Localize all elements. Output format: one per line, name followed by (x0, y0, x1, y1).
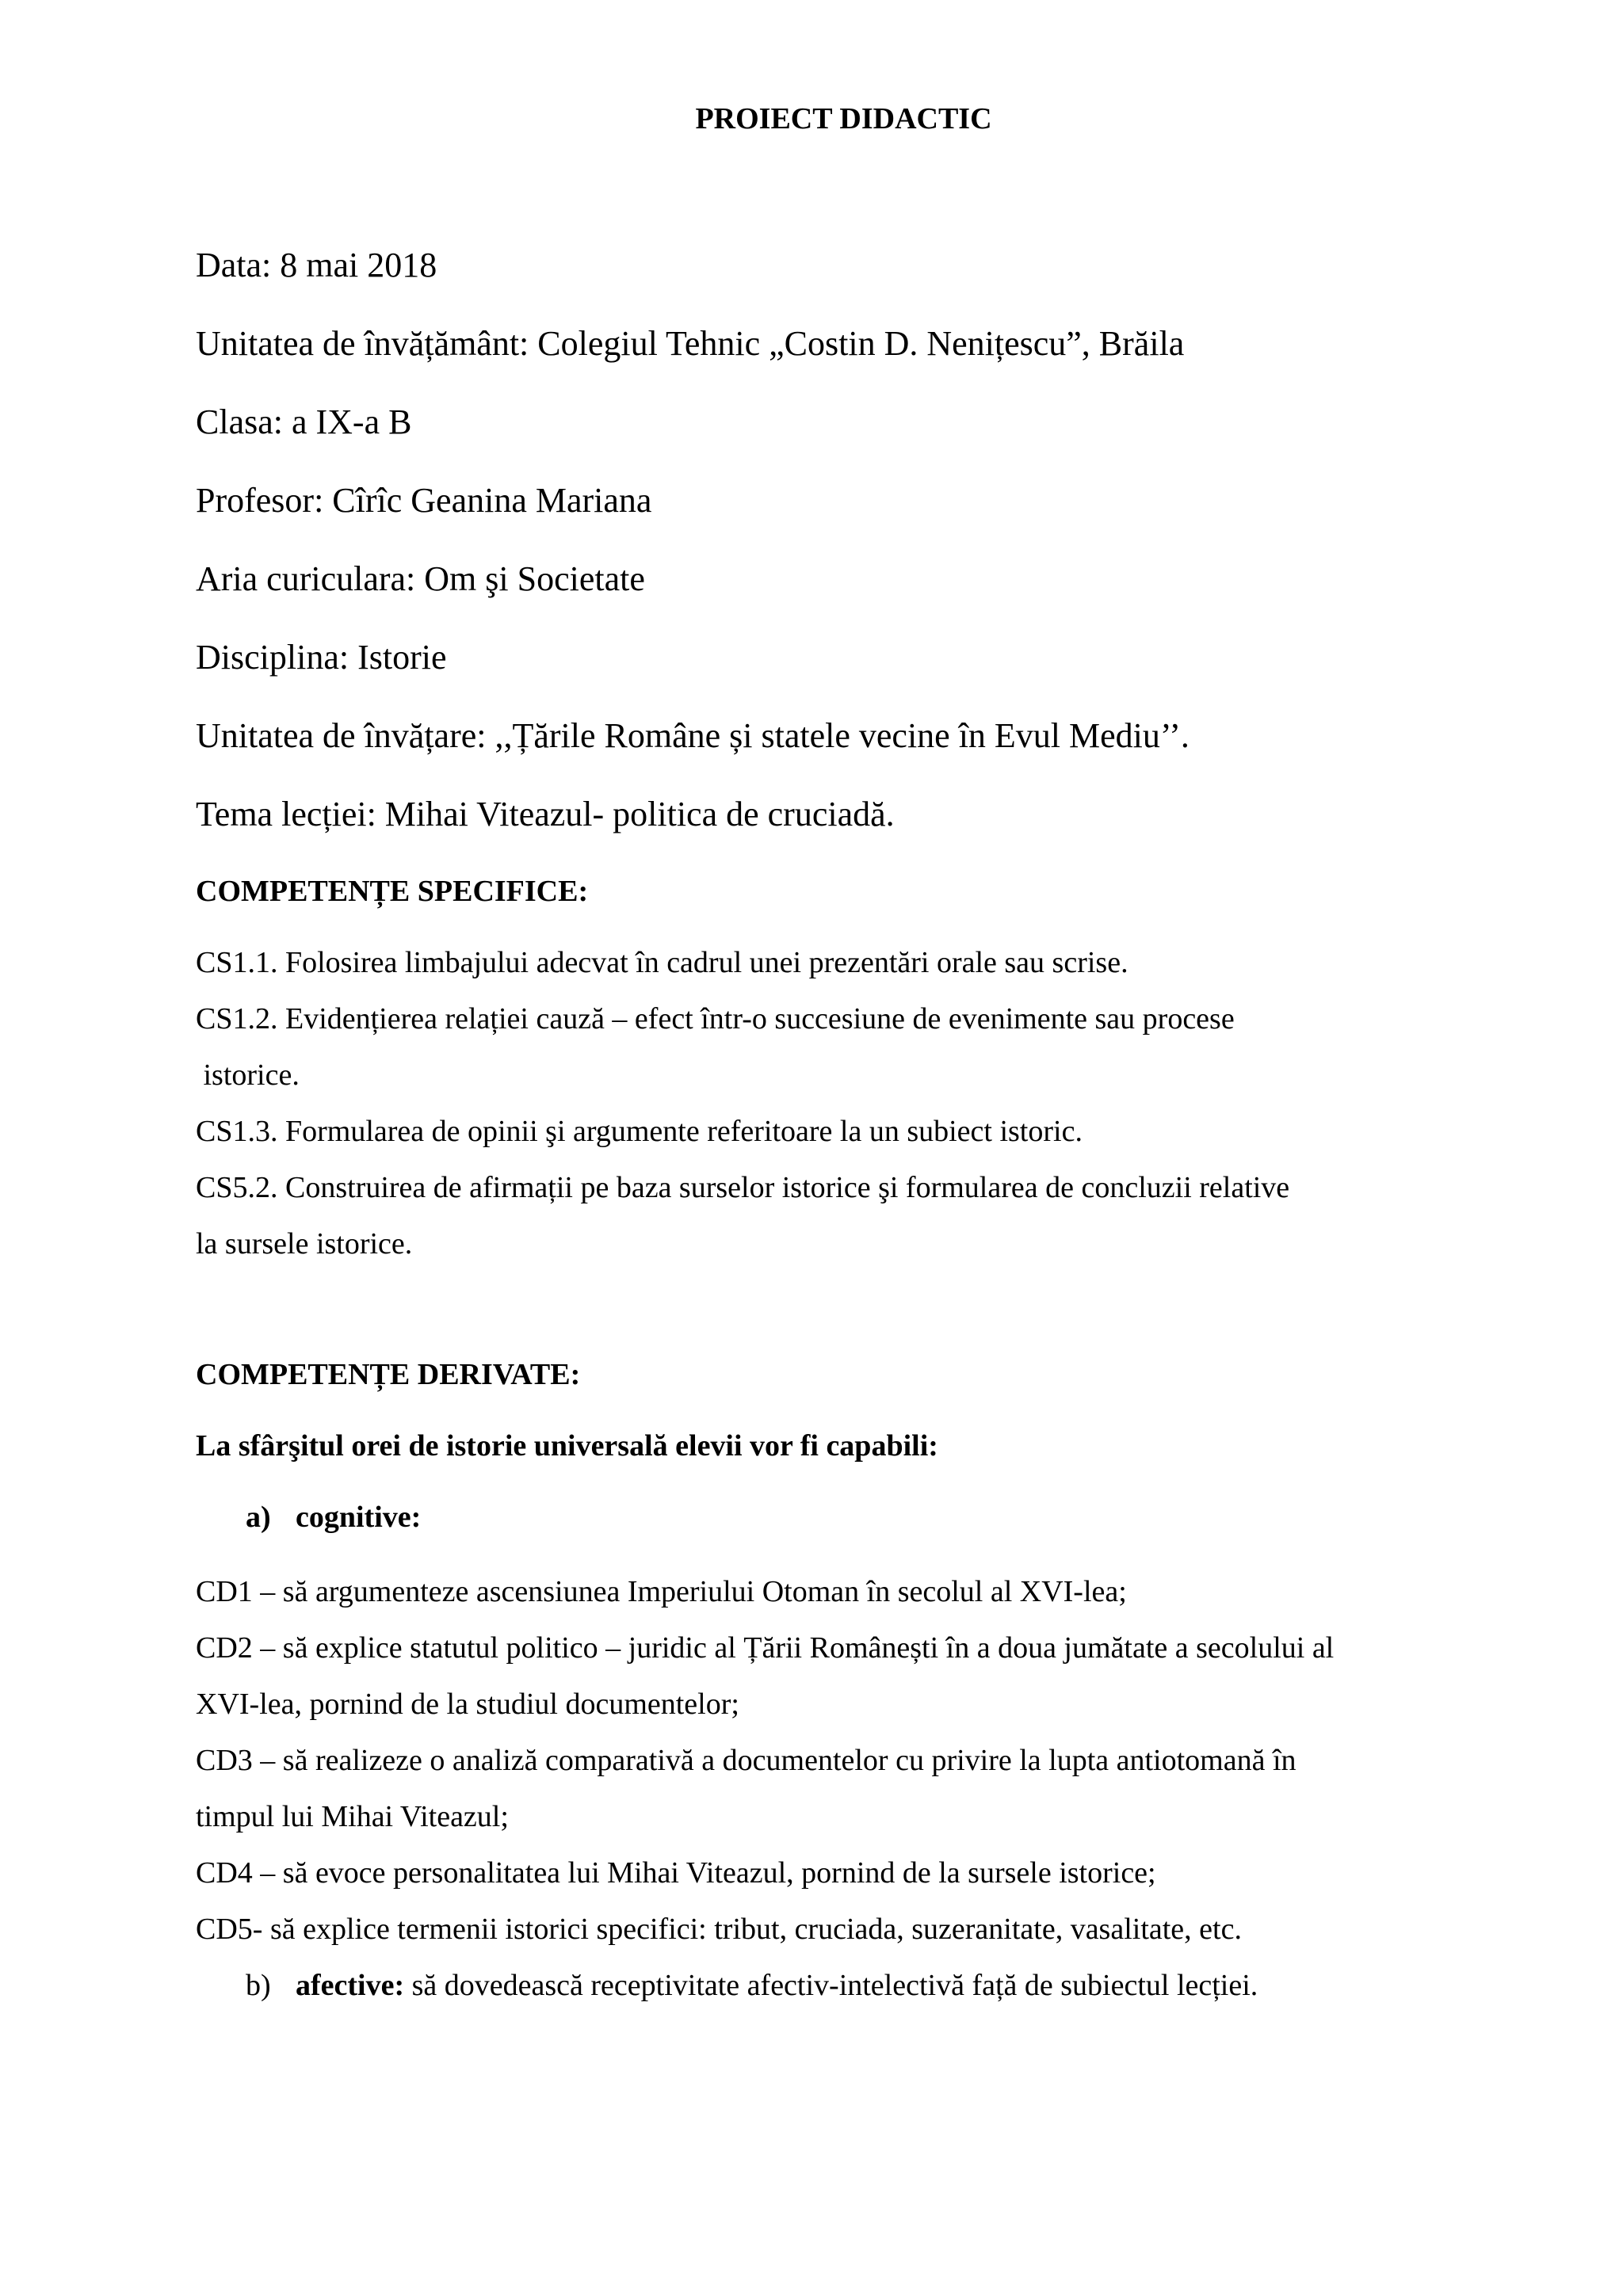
cs-line: la sursele istorice. (196, 1227, 413, 1261)
cd-line: XVI-lea, pornind de la studiul documentelor; (196, 1688, 739, 1721)
cd-line: CD4 – să evoce personalitatea lui Mihai Viteazul, pornind de la sursele istorice; (196, 1856, 1156, 1890)
cs-line: CS5.2. Construirea de afirmații pe baza surselor istorice şi formularea de concluzii relative (196, 1171, 1290, 1204)
info-unitatea-invatare: Unitatea de învățare: ,,Țările Române și statele vecine în Evul Mediu’’. (196, 716, 1190, 755)
cs-line: CS1.2. Evidențierea relației cauză – efect într-o succesiune de evenimente sau procese (196, 1002, 1235, 1035)
cd-line: CD1 – să argumenteze ascensiunea Imperiului Otoman în secolul al XVI-lea; (196, 1575, 1127, 1608)
competente-derivate-intro: La sfârşitul orei de istorie universală elevii vor fi capabili: (196, 1429, 938, 1463)
cd-line: CD5- să explice termenii istorici specifici: tribut, cruciada, suzeranitate, vasalitate, etc. (196, 1913, 1242, 1946)
afective-text: să dovedească receptivitate afectiv-intelectivă față de subiectul lecției. (404, 1969, 1258, 2002)
cd-line: timpul lui Mihai Viteazul; (196, 1800, 509, 1833)
cs-line: CS1.1. Folosirea limbajului adecvat în cadrul unei prezentări orale sau scrise. (196, 946, 1128, 979)
cd-line: CD3 – să realizeze o analiză comparativă a documentelor cu privire la lupta antiotomană în (196, 1744, 1296, 1777)
info-unitatea-invatamant: Unitatea de învățământ: Colegiul Tehnic „Costin D. Nenițescu”, Brăila (196, 324, 1185, 363)
cognitive-marker: a) (246, 1501, 271, 1534)
cd-line: CD2 – să explice statutul politico – juridic al Țării Românești în a doua jumătate a secolului al (196, 1631, 1335, 1665)
info-aria-curriculara: Aria curiculara: Om şi Societate (196, 559, 645, 598)
info-disciplina: Disciplina: Istorie (196, 638, 447, 677)
competente-specifice-heading: COMPETENȚE SPECIFICE: (196, 875, 589, 908)
info-clasa: Clasa: a IX-a B (196, 402, 412, 441)
info-tema-lectiei: Tema lecției: Mihai Viteazul- politica de cruciadă. (196, 795, 895, 833)
afective-line (296, 1965, 1258, 2006)
cs-line: istorice. (196, 1058, 300, 1092)
cs-line: CS1.3. Formularea de opinii şi argumente referitoare la un subiect istoric. (196, 1115, 1083, 1148)
afective-marker: b) (246, 1969, 271, 2002)
info-data: Data: 8 mai 2018 (196, 246, 437, 284)
document-title: PROIECT DIDACTIC (695, 102, 992, 135)
competente-derivate-heading: COMPETENȚE DERIVATE: (196, 1358, 581, 1391)
afective-label: afective: (296, 1969, 405, 2002)
info-profesor: Profesor: Cîrîc Geanina Mariana (196, 481, 652, 520)
cognitive-label: cognitive: (296, 1501, 422, 1534)
